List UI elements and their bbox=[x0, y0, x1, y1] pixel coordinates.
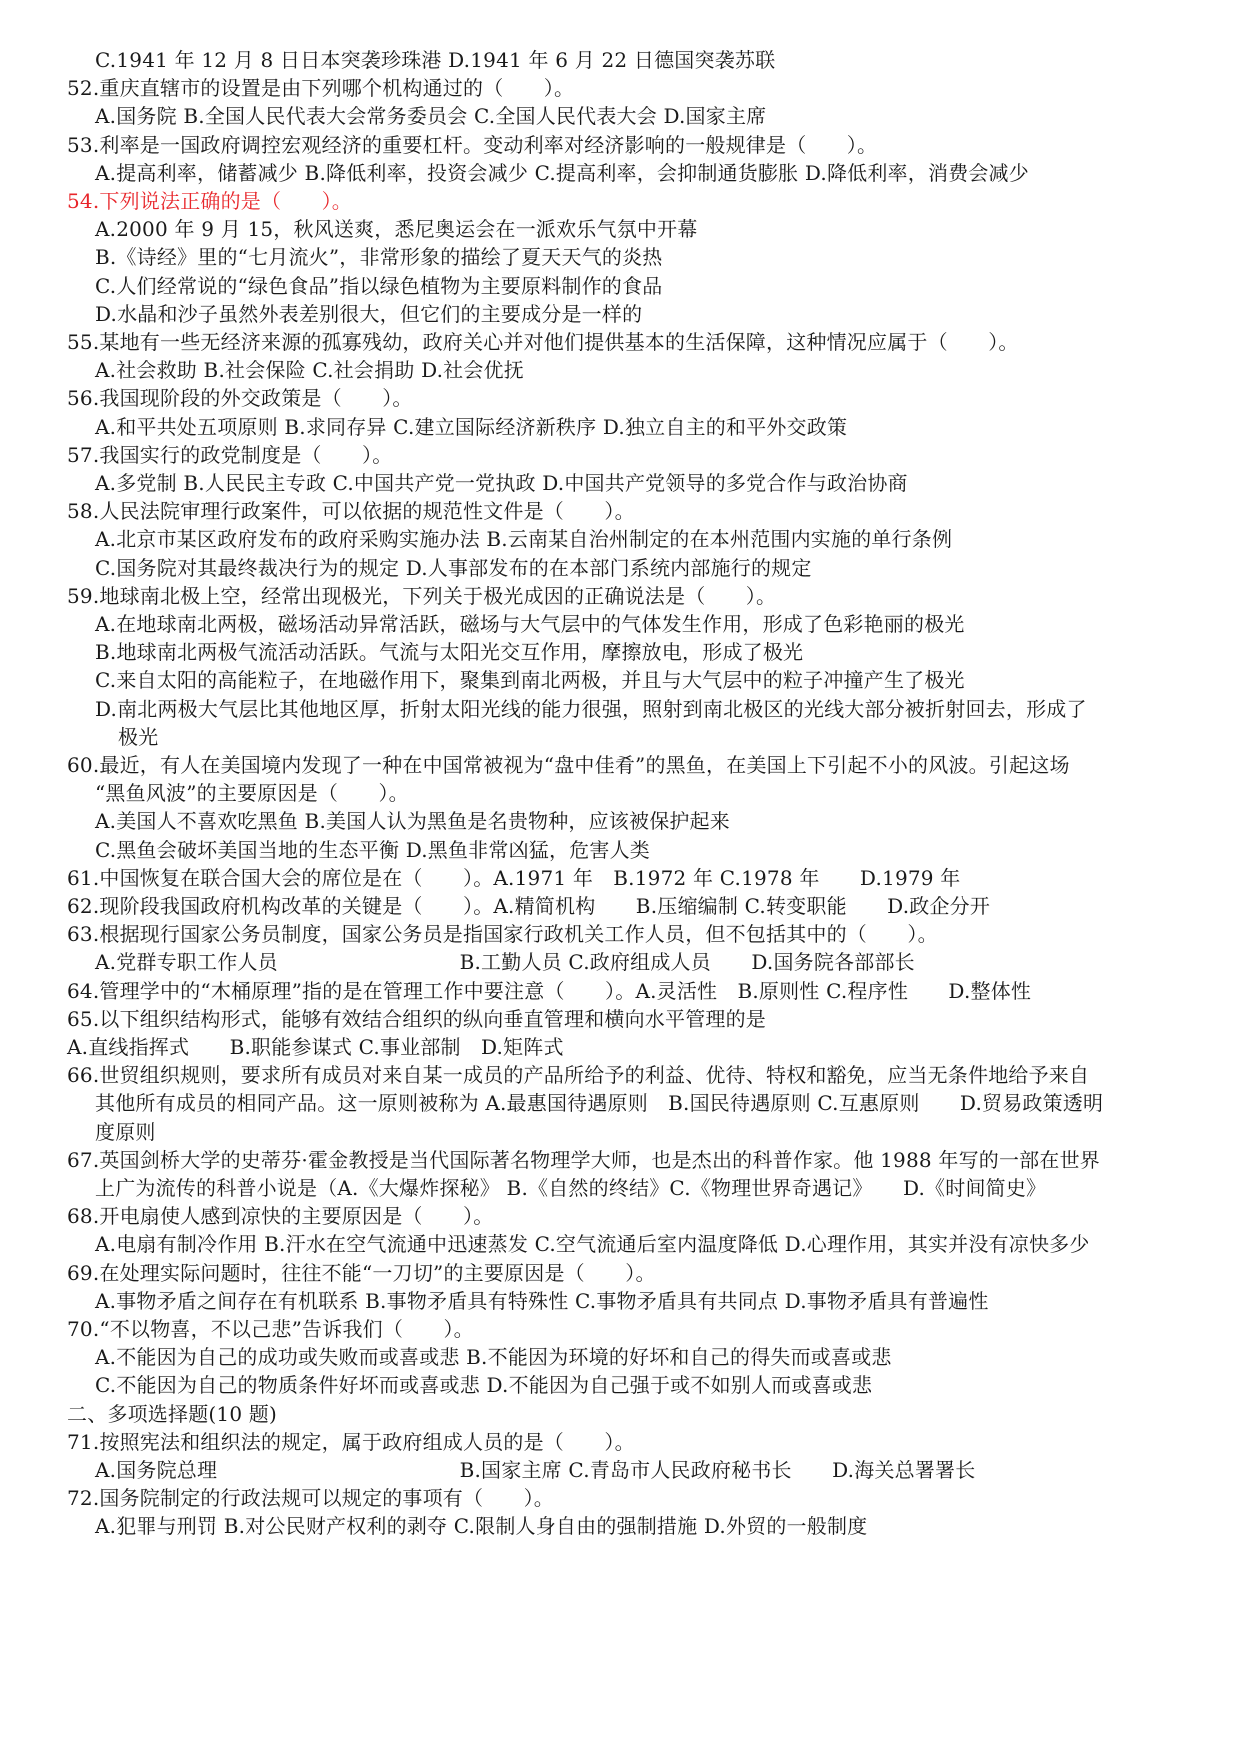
text-line: C.来自太阳的高能粒子，在地磁作用下，聚集到南北两极，并且与大气层中的粒子冲撞产生了极光 bbox=[95, 668, 965, 693]
text-line: C.国务院对其最终裁决行为的规定 D.人事部发布的在本部门系统内部施行的规定 bbox=[95, 555, 812, 580]
text-line: A.事物矛盾之间存在有机联系 B.事物矛盾具有特殊性 C.事物矛盾具有共同点 D.事物矛盾具有普遍性 bbox=[95, 1288, 989, 1313]
text-line: D.水晶和沙子虽然外表差别很大，但它们的主要成分是一样的 bbox=[95, 301, 643, 326]
text-line: A.犯罪与刑罚 B.对公民财产权利的剥夺 C.限制人身自由的强制措施 D.外贸的一般制度 bbox=[95, 1514, 868, 1539]
text-line: 上广为流传的科普小说是（A.《大爆炸探秘》 B.《自然的终结》C.《物理世界奇遇记》 D.《时间简史》 bbox=[95, 1176, 1047, 1200]
text-line: 58.人民法院审理行政案件，可以依据的规范性文件是（ ）。 bbox=[67, 499, 635, 524]
text-line: C.人们经常说的“绿色食品”指以绿色植物为主要原料制作的食品 bbox=[95, 273, 663, 298]
text-line: A.和平共处五项原则 B.求同存异 C.建立国际经济新秩序 D.独立自主的和平外交政策 bbox=[95, 414, 848, 439]
text-line: A.社会救助 B.社会保险 C.社会捐助 D.社会优抚 bbox=[95, 358, 524, 383]
text-line: 57.我国实行的政党制度是（ ）。 bbox=[67, 442, 393, 467]
text-line: A.党群专职工作人员 B.工勤人员 C.政府组成人员 D.国务院各部部长 bbox=[95, 950, 915, 975]
text-line: 61.中国恢复在联合国大会的席位是在（ ）。A.1971 年 B.1972 年 C.1978 年 D.1979 年 bbox=[67, 865, 961, 890]
text-line: D.南北两极大气层比其他地区厚，折射太阳光线的能力很强，照射到南北极区的光线大部分被折射回去，形成了 bbox=[95, 696, 1087, 721]
text-line: 72.国务院制定的行政法规可以规定的事项有（ ）。 bbox=[67, 1486, 555, 1511]
text-line: 70.“不以物喜，不以己悲”告诉我们（ ）。 bbox=[67, 1317, 474, 1341]
text-line: 其他所有成员的相同产品。这一原则被称为 A.最惠国待遇原则 B.国民待遇原则 C.互惠原则 D.贸易政策透明 bbox=[95, 1091, 1104, 1116]
text-line: B.《诗经》里的“七月流火”，非常形象的描绘了夏天天气的炎热 bbox=[95, 245, 663, 270]
text-line: 66.世贸组织规则，要求所有成员对来自某一成员的产品所给予的利益、优待、特权和豁免，应当无条件地给予来自 bbox=[67, 1063, 1090, 1088]
text-line: A.在地球南北两极，磁场活动异常活跃，磁场与大气层中的气体发生作用，形成了色彩艳丽的极光 bbox=[95, 612, 965, 636]
text-line: 60.最近，有人在美国境内发现了一种在中国常被视为“盘中佳肴”的黑鱼，在美国上下引起不小的风波。引起这场 bbox=[67, 753, 1070, 777]
text-line: 69.在处理实际问题时，往往不能“一刀切”的主要原因是（ ）。 bbox=[67, 1260, 656, 1285]
text-line: A.提高利率，储蓄减少 B.降低利率，投资会减少 C.提高利率，会抑制通货膨胀 D.降低利率，消费会减少 bbox=[95, 160, 1029, 185]
text-line: 55.某地有一些无经济来源的孤寡残幼，政府关心并对他们提供基本的生活保障，这种情况应属于（ ）。 bbox=[67, 330, 1019, 354]
text-line: A.国务院 B.全国人民代表大会常务委员会 C.全国人民代表大会 D.国家主席 bbox=[95, 104, 767, 129]
text-line: 64.管理学中的“木桶原理”指的是在管理工作中要注意（ ）。A.灵活性 B.原则性 C.程序性 D.整体性 bbox=[67, 978, 1032, 1003]
text-line: A.2000 年 9 月 15，秋风送爽，悉尼奥运会在一派欢乐气氛中开幕 bbox=[95, 217, 698, 242]
text-line: 56.我国现阶段的外交政策是（ ）。 bbox=[67, 386, 413, 411]
text-line: 68.开电扇使人感到凉快的主要原因是（ ）。 bbox=[67, 1204, 494, 1229]
text-line: 54.下列说法正确的是（ ）。 bbox=[67, 189, 353, 213]
text-line: B.地球南北两极气流活动活跃。气流与太阳光交互作用，摩擦放电，形成了极光 bbox=[95, 640, 804, 665]
text-line: A.北京市某区政府发布的政府采购实施办法 B.云南某自治州制定的在本州范围内实施的单行条例 bbox=[95, 527, 953, 552]
text-line: C.1941 年 12 月 8 日日本突袭珍珠港 D.1941 年 6 月 22 日德国突袭苏联 bbox=[95, 48, 776, 72]
text-line: A.美国人不喜欢吃黑鱼 B.美国人认为黑鱼是名贵物种，应该被保护起来 bbox=[95, 809, 731, 834]
text-line: 67.英国剑桥大学的史蒂芬·霍金教授是当代国际著名物理学大师，也是杰出的科普作家。他 1988 年写的一部在世界 bbox=[67, 1147, 1100, 1172]
text-line: A.直线指挥式 B.职能参谋式 C.事业部制 D.矩阵式 bbox=[67, 1035, 564, 1059]
text-line: 71.按照宪法和组织法的规定，属于政府组成人员的是（ ）。 bbox=[67, 1429, 635, 1454]
text-line: A.国务院总理 B.国家主席 C.青岛市人民政府秘书长 D.海关总署署长 bbox=[95, 1458, 976, 1482]
text-line: A.多党制 B.人民民主专政 C.中国共产党一党执政 D.中国共产党领导的多党合作与政治协商 bbox=[95, 471, 908, 495]
text-line: 65.以下组织结构形式，能够有效结合组织的纵向垂直管理和横向水平管理的是 bbox=[67, 1006, 767, 1031]
text-line: 52.重庆直辖市的设置是由下列哪个机构通过的（ ）。 bbox=[67, 76, 575, 101]
text-line: A.不能因为自己的成功或失败而或喜或悲 B.不能因为环境的好坏和自己的得失而或喜或悲 bbox=[95, 1345, 892, 1370]
text-line: A.电扇有制冷作用 B.汗水在空气流通中迅速蒸发 C.空气流通后室内温度降低 D.心理作用，其实并没有凉快多少 bbox=[95, 1232, 1090, 1257]
text-line: C.黑鱼会破坏美国当地的生态平衡 D.黑鱼非常凶猛，危害人类 bbox=[95, 837, 650, 862]
text-line: 62.现阶段我国政府机构改革的关键是（ ）。A.精简机构 B.压缩编制 C.转变职能 D.政企分开 bbox=[67, 894, 991, 918]
text-line: “黑鱼风波”的主要原因是（ ）。 bbox=[95, 781, 409, 806]
text-line: C.不能因为自己的物质条件好坏而或喜或悲 D.不能因为自己强于或不如别人而或喜或悲 bbox=[95, 1373, 873, 1398]
text-line: 度原则 bbox=[95, 1119, 156, 1144]
text-line: 二、多项选择题(10 题) bbox=[67, 1401, 278, 1426]
text-line: 极光 bbox=[118, 724, 159, 749]
text-line: 63.根据现行国家公务员制度，国家公务员是指国家行政机关工作人员，但不包括其中的（ ）。 bbox=[67, 922, 938, 947]
text-line: 53.利率是一国政府调控宏观经济的重要杠杆。变动利率对经济影响的一般规律是（ ）。 bbox=[67, 132, 878, 157]
text-line: 59.地球南北极上空，经常出现极光，下列关于极光成因的正确说法是（ ）。 bbox=[67, 583, 777, 608]
